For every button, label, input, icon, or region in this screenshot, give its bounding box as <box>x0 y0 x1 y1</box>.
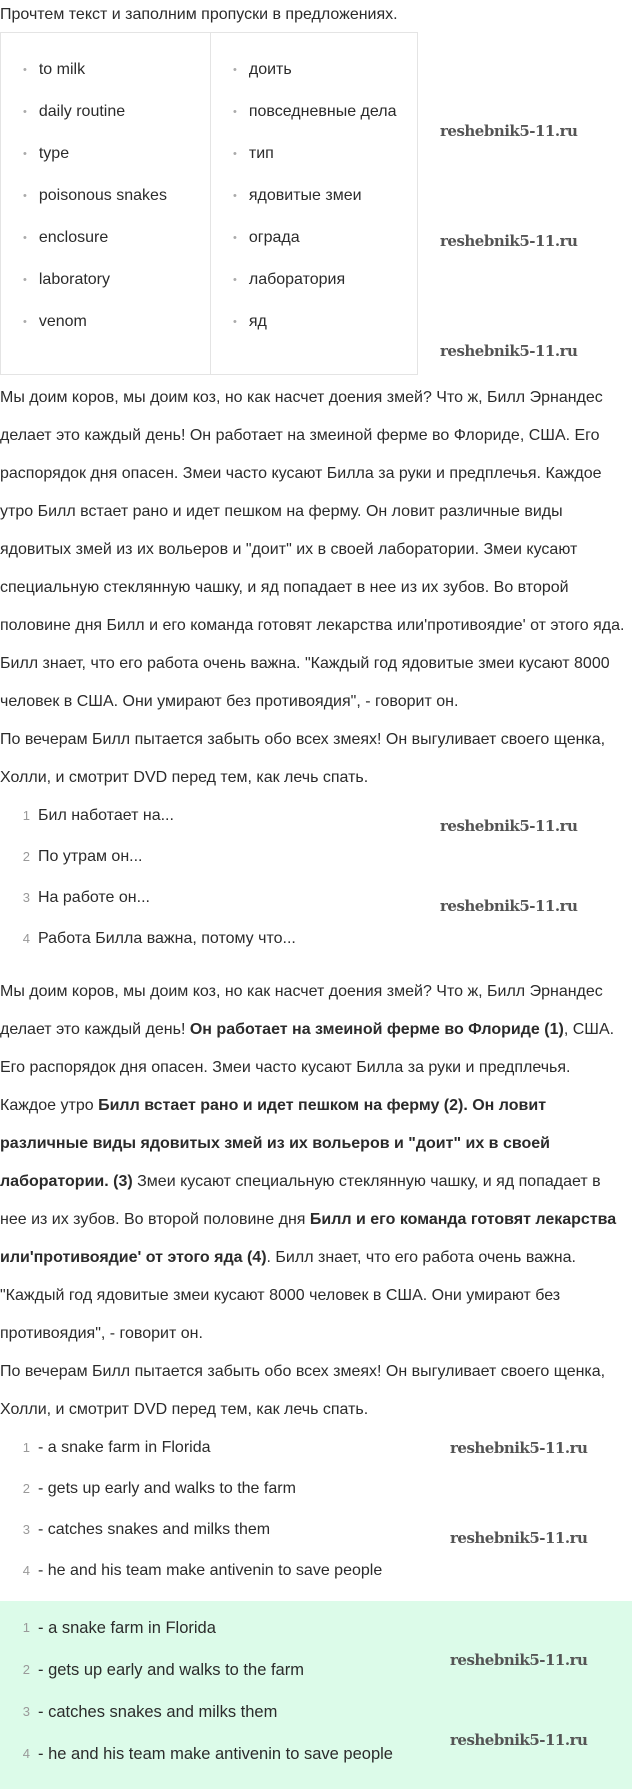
question-item: 1 Бил наботает на... <box>22 807 174 824</box>
answer-item: 2 - gets up early and walks to the farm <box>22 1480 296 1497</box>
vocab-item: • venom <box>23 307 210 349</box>
answer-item: 1 - a snake farm in Florida <box>22 1439 211 1456</box>
paragraph: Мы доим коров, мы доим коз, но как насчет доения змей? Что ж, Билл Эрнандес делает это каждый день! Он работает на змеиной ферме во Флориде, США. Его распорядок дня опасен. Змеи часто кусают Билла за руки и предплечья. Каждое утро Билл встает рано и идет пешком на ферму. Он ловит различные виды ядовитых змей из их вольеров и "доит" их в своей лаборатории. Змеи кусают специальную стеклянную чашку, и яд попадает в нее из их зубов. Во второй половине дня Билл и его команда готовят лекарства или'противоядие' от этого яда. Билл знает, что его работа очень важна. "Каждый год ядовитые змеи кусают 8000 человек в США. Они умирают без противоядия", - говорит он. <box>0 389 625 710</box>
questions-section <box>0 797 632 969</box>
vocab-item: • доить <box>233 55 420 97</box>
vocab-item: • лаборатория <box>233 265 420 307</box>
watermark: reshebnik5-11.ru <box>450 1529 588 1547</box>
vocab-item: • яд <box>233 307 420 349</box>
answer-item: 3 - catches snakes and milks them <box>22 1521 271 1538</box>
answer-item: 4 - he and his team make antivenin to save people <box>22 1745 393 1763</box>
vocab-item: • повседневные дела <box>233 97 420 139</box>
vocab-item: • type <box>23 139 210 181</box>
reading-text <box>0 375 628 797</box>
highlighted-answers <box>0 1601 632 1789</box>
watermark: reshebnik5-11.ru <box>440 342 578 360</box>
question-item: 4 Работа Билла важна, потому что... <box>22 930 296 947</box>
watermark: reshebnik5-11.ru <box>440 897 578 915</box>
watermark: reshebnik5-11.ru <box>450 1731 588 1749</box>
vocab-item: • to milk <box>23 55 210 97</box>
paragraph: Мы доим коров, мы доим коз, но как насчет доения змей? Что ж, Билл Эрнандес делает это каждый день! Он работает на змеиной ферме во Флориде (1), США. Его распорядок дня опасен. Змеи часто кусают Билла за руки и предплечья. Каждое утро Билл встает рано и идет пешком на ферму (2). Он ловит различные виды ядовитых змей из их вольеров и "доит" их в своей лаборатории. (3) Змеи кусают специальную стеклянную чашку, и яд попадает в нее из их зубов. Во второй половине дня Билл и его команда готовят лекарства или'противоядие' от этого яда (4). Билл знает, что его работа очень важна. "Каждый год ядовитые змеи кусают 8000 человек в США. Они умирают без противоядия", - говорит он. <box>0 983 617 1342</box>
russian-column <box>210 33 420 374</box>
vocab-item: • enclosure <box>23 223 210 265</box>
watermark: reshebnik5-11.ru <box>440 817 578 835</box>
questions-list <box>0 797 632 969</box>
answer-item: 2 - gets up early and walks to the farm <box>22 1661 304 1679</box>
english-column <box>1 33 210 374</box>
answers-list <box>0 1429 632 1601</box>
watermark: reshebnik5-11.ru <box>450 1439 588 1457</box>
answer-item: 3 - catches snakes and milks them <box>22 1703 278 1721</box>
watermark: reshebnik5-11.ru <box>440 232 578 250</box>
question-item: 3 На работе он... <box>22 889 150 906</box>
vocab-item: • daily routine <box>23 97 210 139</box>
vocab-item: • laboratory <box>23 265 210 307</box>
paragraph: По вечерам Билл пытается забыть обо всех змеях! Он выгуливает своего щенка, Холли, и смотрит DVD перед тем, как лечь спать. <box>0 731 606 786</box>
paragraph: По вечерам Билл пытается забыть обо всех змеях! Он выгуливает своего щенка, Холли, и смотрит DVD перед тем, как лечь спать. <box>0 1363 606 1418</box>
watermark: reshebnik5-11.ru <box>440 122 578 140</box>
question-item: 2 По утрам он... <box>22 848 143 865</box>
watermark: reshebnik5-11.ru <box>450 1651 588 1669</box>
vocabulary-table <box>0 32 418 375</box>
annotated-text <box>0 969 628 1429</box>
vocab-item: • ядовитые змеи <box>233 181 420 223</box>
instruction: Прочтем текст и заполним пропуски в предложениях. <box>0 6 398 23</box>
vocabulary-section <box>0 32 632 375</box>
answer-item: 1 - a snake farm in Florida <box>22 1619 216 1637</box>
answer-item: 4 - he and his team make antivenin to save people <box>22 1562 383 1579</box>
answers-section <box>0 1429 632 1601</box>
vocab-item: • poisonous snakes <box>23 181 210 223</box>
vocab-item: • тип <box>233 139 420 181</box>
vocab-item: • ограда <box>233 223 420 265</box>
